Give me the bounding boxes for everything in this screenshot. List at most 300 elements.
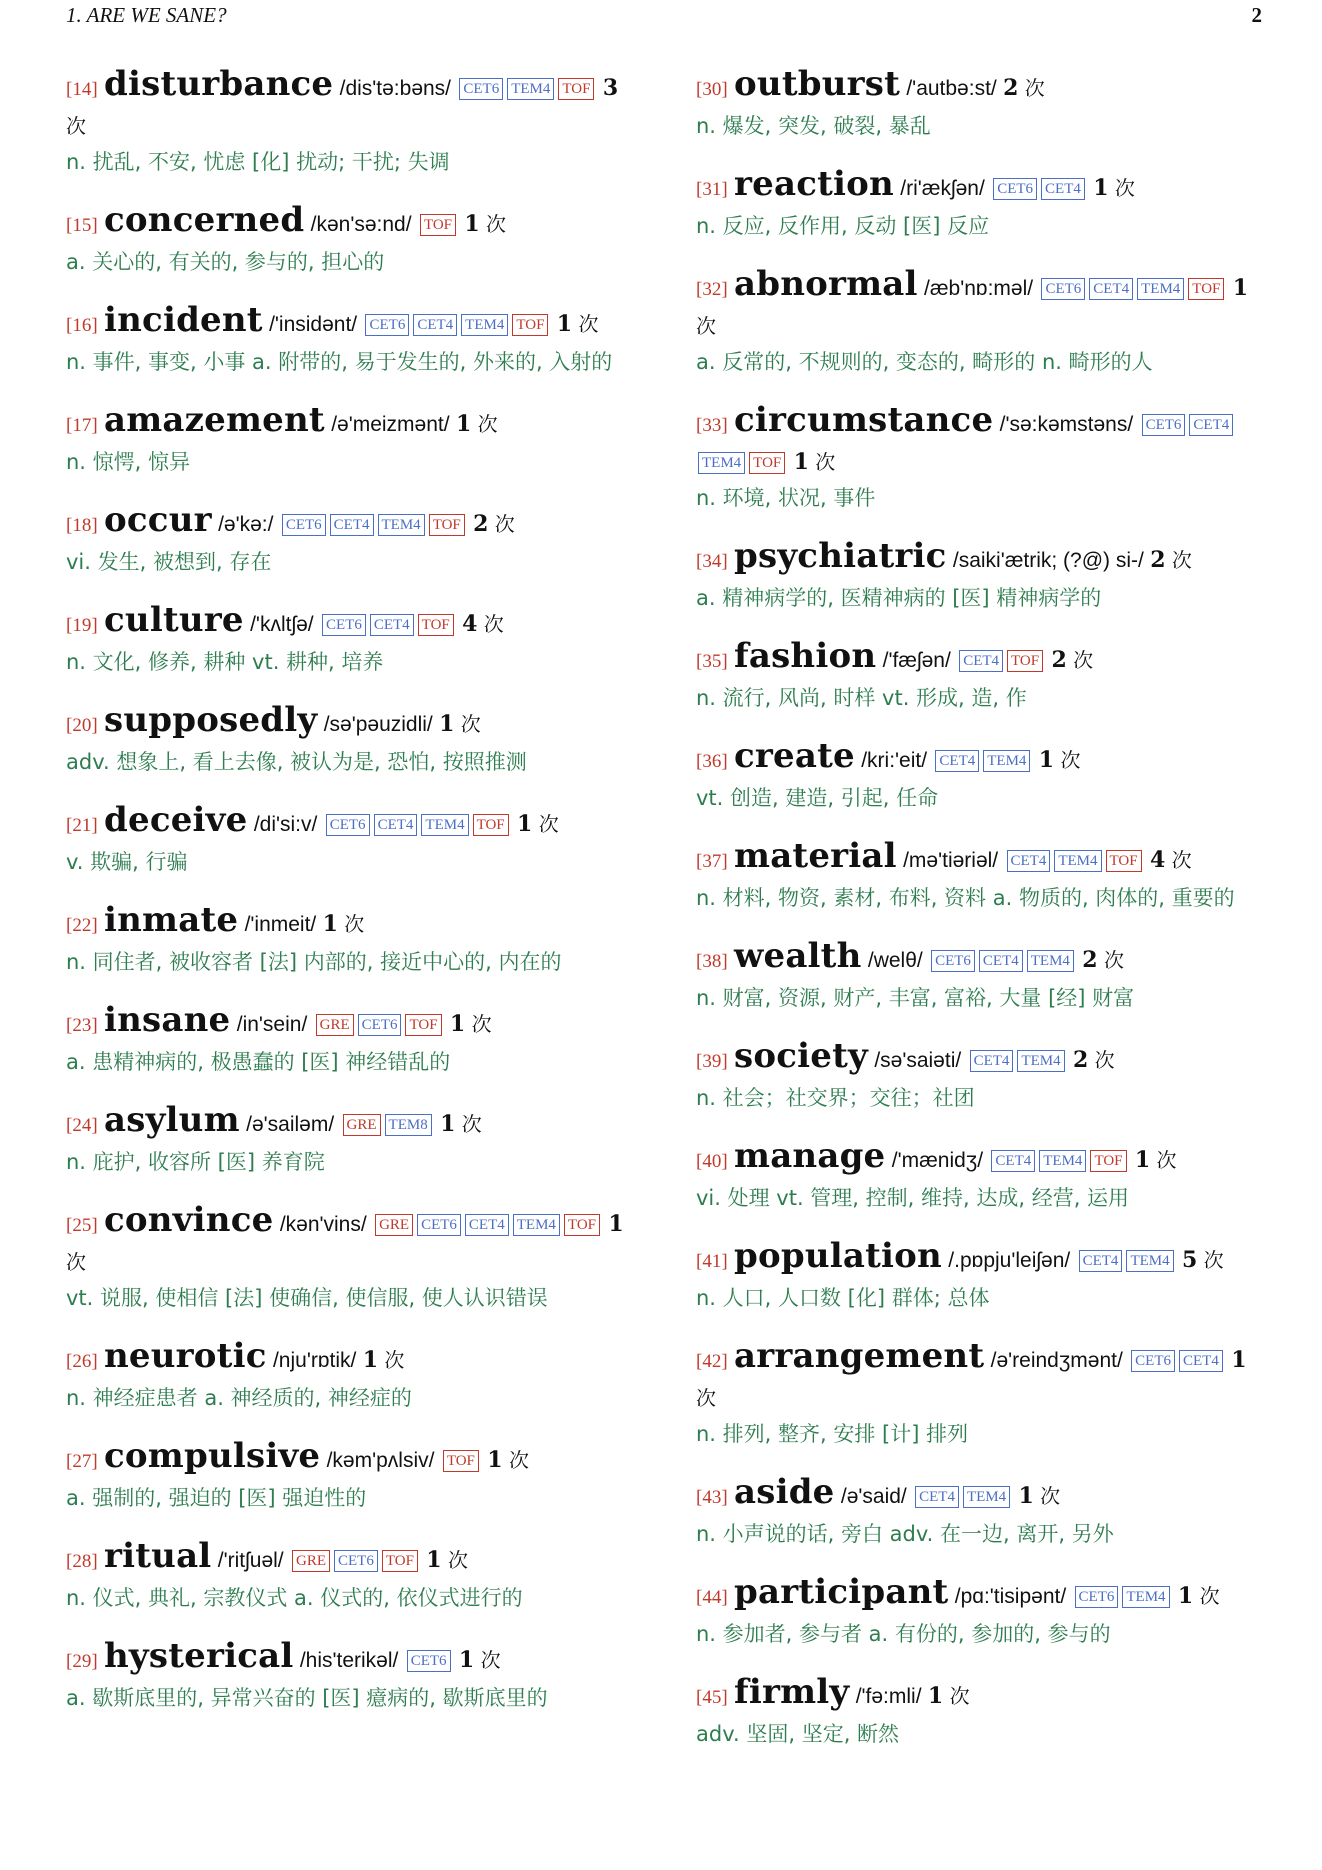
entry-phonetic: /ə'meizmənt/ <box>331 413 450 436</box>
entry-definition: a. 强制的, 强迫的 [医] 强迫性的 <box>66 1486 367 1510</box>
occurrence-count: 1 <box>1232 275 1249 301</box>
occurrence-count: 4 <box>1149 847 1166 873</box>
entry-phonetic: /ə'sailəm/ <box>246 1113 335 1136</box>
vocab-entry <box>66 402 642 480</box>
exam-tag: TEM4 <box>1054 850 1101 872</box>
entry-index: [18] <box>66 515 98 536</box>
exam-tag: CET4 <box>1041 178 1085 200</box>
entry-index: [25] <box>66 1215 98 1236</box>
occurrence-count: 2 <box>1072 1047 1089 1073</box>
occurrence-count: 1 <box>793 449 809 475</box>
entry-phonetic: /'insidənt/ <box>269 313 358 336</box>
exam-tag: GRE <box>316 1014 354 1036</box>
exam-tag: TEM4 <box>1126 1250 1173 1272</box>
entry-definition: n. 仪式, 典礼, 宗教仪式 a. 仪式的, 依仪式进行的 <box>66 1586 523 1610</box>
exam-tag: TEM4 <box>461 314 508 336</box>
times-label: 次 <box>494 512 515 536</box>
occurrence-count: 1 <box>608 1211 624 1237</box>
occurrence-count: 1 <box>1231 1347 1247 1373</box>
occurrence-count: 2 <box>473 511 489 537</box>
exam-tag: CET4 <box>330 514 374 536</box>
vocab-entry <box>696 838 1268 916</box>
entry-index: [34] <box>696 551 728 572</box>
vocab-entry <box>696 1138 1268 1216</box>
entry-index: [38] <box>696 951 728 972</box>
entry-index: [35] <box>696 651 728 672</box>
times-label: 次 <box>66 114 86 138</box>
occurrence-count: 1 <box>1134 1147 1151 1173</box>
entry-headline <box>696 1038 1268 1080</box>
entry-definition: n. 惊愕, 惊异 <box>66 450 191 474</box>
exam-tag: CET6 <box>326 814 370 836</box>
entry-word: inmate <box>104 900 239 940</box>
exam-tag: TOF <box>418 614 454 636</box>
exam-tag: TEM4 <box>1017 1050 1064 1072</box>
entry-index: [28] <box>66 1551 98 1572</box>
entry-phonetic: /saiki'ætrik; (?@) si-/ <box>952 549 1144 572</box>
entry-phonetic: /'kʌltʃə/ <box>250 613 314 636</box>
entry-headline <box>696 738 1268 780</box>
exam-tag: TOF <box>473 814 509 836</box>
entry-word: incident <box>104 300 263 340</box>
entry-phonetic: /ə'kə:/ <box>218 513 274 536</box>
exam-tag: TOF <box>558 78 594 100</box>
entry-headline <box>66 502 642 544</box>
exam-tag: CET4 <box>915 1486 959 1508</box>
entry-headline <box>66 902 642 944</box>
entry-definition: n. 神经症患者 a. 神经质的, 神经症的 <box>66 1386 412 1410</box>
entry-phonetic: /sə'pəuzidli/ <box>323 713 433 736</box>
entry-index: [44] <box>696 1587 728 1608</box>
entry-headline <box>66 602 642 644</box>
exam-tag: CET4 <box>374 814 418 836</box>
times-label: 次 <box>66 1250 86 1274</box>
entry-index: [41] <box>696 1251 728 1272</box>
entry-definition: n. 社会；社交界；交往；社团 <box>696 1086 975 1110</box>
exam-tag: CET4 <box>1189 414 1233 436</box>
exam-tag: TOF <box>405 1014 441 1036</box>
vocab-entry <box>66 1002 642 1080</box>
vocab-entry <box>66 202 642 280</box>
entry-word: concerned <box>104 200 305 240</box>
exam-tag: CET4 <box>959 650 1003 672</box>
entry-index: [21] <box>66 815 98 836</box>
entry-headline <box>66 202 642 244</box>
exam-tag: CET6 <box>365 314 409 336</box>
times-label: 次 <box>696 314 716 338</box>
entry-definition: n. 流行, 风尚, 时样 vt. 形成, 造, 作 <box>696 686 1027 710</box>
entry-headline <box>696 1138 1268 1180</box>
exam-tag: CET4 <box>370 614 414 636</box>
entry-index: [22] <box>66 915 98 936</box>
entry-headline <box>696 838 1268 880</box>
entry-headline <box>66 1102 642 1144</box>
entry-index: [24] <box>66 1115 98 1136</box>
times-label: 次 <box>1040 1484 1061 1508</box>
entry-phonetic: /his'terikəl/ <box>299 1649 399 1672</box>
entry-index: [32] <box>696 279 728 300</box>
exam-tag: CET4 <box>970 1050 1014 1072</box>
times-label: 次 <box>815 450 836 474</box>
occurrence-count: 5 <box>1181 1247 1198 1273</box>
occurrence-count: 1 <box>458 1647 475 1673</box>
entry-definition: n. 事件, 事变, 小事 a. 附带的, 易于发生的, 外来的, 入射的 <box>66 350 613 374</box>
vocab-entry <box>66 602 642 680</box>
exam-tag: GRE <box>292 1550 330 1572</box>
vocab-entry <box>66 1538 642 1616</box>
entry-headline <box>696 1474 1268 1516</box>
entry-headline <box>696 166 1268 208</box>
entry-phonetic: /.pɒpju'leiʃən/ <box>948 1249 1071 1272</box>
exam-tag: CET4 <box>935 750 979 772</box>
entry-definition: a. 精神病学的, 医精神病的 [医] 精神病学的 <box>696 586 1102 610</box>
exam-tag: TOF <box>1106 850 1142 872</box>
page-header <box>66 0 1262 30</box>
entry-headline <box>66 802 642 844</box>
entry-headline <box>66 1202 642 1280</box>
entry-definition: n. 同住者, 被收容者 [法] 内部的, 接近中心的, 内在的 <box>66 950 562 974</box>
exam-tag: TEM4 <box>1027 950 1074 972</box>
entry-headline <box>696 1574 1268 1616</box>
entry-phonetic: /kən'sə:nd/ <box>310 213 412 236</box>
occurrence-count: 3 <box>602 75 619 101</box>
entry-index: [37] <box>696 851 728 872</box>
entry-definition: n. 参加者, 参与者 a. 有份的, 参加的, 参与的 <box>696 1622 1111 1646</box>
times-label: 次 <box>486 212 507 236</box>
entry-word: ritual <box>104 1536 212 1576</box>
exam-tag: TEM4 <box>513 1214 560 1236</box>
entry-index: [14] <box>66 79 98 100</box>
entry-headline <box>696 266 1268 344</box>
vocab-entry <box>66 302 642 380</box>
entry-headline <box>696 938 1268 980</box>
entry-index: [40] <box>696 1151 728 1172</box>
exam-tag: CET6 <box>358 1014 402 1036</box>
exam-tag: CET4 <box>979 950 1023 972</box>
entry-definition: a. 关心的, 有关的, 参与的, 担心的 <box>66 250 385 274</box>
entry-index: [43] <box>696 1487 728 1508</box>
vocab-entry <box>66 1638 642 1716</box>
exam-tag: CET6 <box>993 178 1037 200</box>
occurrence-count: 1 <box>322 911 338 937</box>
vocab-entry <box>66 902 642 980</box>
exam-tag: TEM4 <box>378 514 425 536</box>
entry-phonetic: /pɑ:'tisipənt/ <box>954 1585 1067 1608</box>
entry-phonetic: /'fə:mli/ <box>855 1685 922 1708</box>
entry-index: [26] <box>66 1351 98 1372</box>
occurrence-count: 1 <box>1018 1483 1034 1509</box>
times-label: 次 <box>1060 748 1081 772</box>
entry-word: insane <box>104 1000 231 1040</box>
occurrence-count: 1 <box>927 1683 944 1709</box>
entry-word: culture <box>104 600 244 640</box>
exam-tag: TEM8 <box>385 1114 432 1136</box>
exam-tag: TOF <box>443 1450 479 1472</box>
times-label: 次 <box>696 1386 716 1410</box>
entry-word: manage <box>734 1136 886 1176</box>
entry-phonetic: /kən'vins/ <box>279 1213 367 1236</box>
entry-definition: n. 环境, 状况, 事件 <box>696 486 876 510</box>
times-label: 次 <box>1073 648 1094 672</box>
entry-phonetic: /kri:'eit/ <box>861 749 928 772</box>
entry-word: disturbance <box>104 64 334 104</box>
entry-definition: v. 欺骗, 行骗 <box>66 850 188 874</box>
times-label: 次 <box>1094 1048 1115 1072</box>
entry-phonetic: /di'si:v/ <box>253 813 318 836</box>
entry-headline <box>66 302 642 344</box>
exam-tag: TOF <box>1090 1150 1126 1172</box>
times-label: 次 <box>480 1648 501 1672</box>
vocab-entry <box>696 938 1268 1016</box>
exam-tag: CET6 <box>931 950 975 972</box>
chapter-title: 1. ARE WE SANE? <box>66 2 227 27</box>
entry-definition: a. 反常的, 不规则的, 变态的, 畸形的 n. 畸形的人 <box>696 350 1153 374</box>
times-label: 次 <box>461 1112 482 1136</box>
exam-tag: TOF <box>1007 650 1043 672</box>
occurrence-count: 1 <box>1177 1583 1194 1609</box>
exam-tag: CET4 <box>991 1150 1035 1172</box>
entry-definition: vi. 处理 vt. 管理, 控制, 维持, 达成, 经营, 运用 <box>696 1186 1130 1210</box>
entry-index: [15] <box>66 215 98 236</box>
entry-definition: n. 人口, 人口数 [化] 群体; 总体 <box>696 1286 990 1310</box>
entry-phonetic: /'inmeit/ <box>244 913 317 936</box>
entry-definition: vt. 说服, 使相信 [法] 使确信, 使信服, 使人认识错误 <box>66 1286 548 1310</box>
vocab-entry <box>66 1102 642 1180</box>
entry-word: create <box>734 736 855 776</box>
entry-word: convince <box>104 1200 274 1240</box>
exam-tag: TOF <box>564 1214 600 1236</box>
entry-index: [39] <box>696 1051 728 1072</box>
entry-word: supposedly <box>104 700 318 740</box>
exam-tag: CET6 <box>407 1650 451 1672</box>
vocab-entry <box>696 738 1268 816</box>
entry-index: [23] <box>66 1015 98 1036</box>
entry-definition: vi. 发生, 被想到, 存在 <box>66 550 272 574</box>
entry-definition: n. 反应, 反作用, 反动 [医] 反应 <box>696 214 990 238</box>
entry-definition: n. 文化, 修养, 耕种 vt. 耕种, 培养 <box>66 650 384 674</box>
entry-phonetic: /ə'said/ <box>840 1485 907 1508</box>
entry-index: [31] <box>696 179 728 200</box>
entry-word: wealth <box>734 936 862 976</box>
times-label: 次 <box>1114 176 1135 200</box>
exam-tag: TEM4 <box>1122 1586 1169 1608</box>
entry-word: abnormal <box>734 264 918 304</box>
occurrence-count: 1 <box>556 311 573 337</box>
exam-tag: TEM4 <box>698 452 745 474</box>
vocab-entry <box>696 266 1268 380</box>
entry-definition: vt. 创造, 建造, 引起, 任命 <box>696 786 939 810</box>
entry-word: circumstance <box>734 400 994 440</box>
entry-phonetic: /mə'tiəriəl/ <box>903 849 999 872</box>
entry-word: society <box>734 1036 868 1076</box>
vocab-entry <box>66 66 642 180</box>
occurrence-count: 1 <box>426 1547 442 1573</box>
vocab-entry <box>66 1438 642 1516</box>
entry-definition: n. 小声说的话, 旁白 adv. 在一边, 离开, 另外 <box>696 1522 1114 1546</box>
times-label: 次 <box>949 1684 970 1708</box>
vocab-entry <box>66 702 642 780</box>
times-label: 次 <box>508 1448 529 1472</box>
exam-tag: TOF <box>749 452 785 474</box>
entry-index: [16] <box>66 315 98 336</box>
exam-tag: GRE <box>375 1214 413 1236</box>
entry-word: amazement <box>104 400 325 440</box>
entry-definition: n. 材料, 物资, 素材, 布料, 资料 a. 物质的, 肉体的, 重要的 <box>696 886 1235 910</box>
times-label: 次 <box>1203 1248 1224 1272</box>
entry-phonetic: /'sə:kəmstəns/ <box>999 413 1134 436</box>
entry-phonetic: /dis'tə:bəns/ <box>339 77 452 100</box>
vocab-entry <box>696 1574 1268 1652</box>
entry-phonetic: /ə'reindʒmənt/ <box>990 1349 1123 1372</box>
entry-headline <box>66 1638 642 1680</box>
entry-definition: a. 歇斯底里的, 异常兴奋的 [医] 癔病的, 歇斯底里的 <box>66 1686 548 1710</box>
times-label: 次 <box>447 1548 468 1572</box>
entry-phonetic: /kəm'pʌlsiv/ <box>326 1449 435 1472</box>
entry-headline <box>66 1438 642 1480</box>
vocab-entry <box>696 1674 1268 1752</box>
occurrence-count: 1 <box>439 711 455 737</box>
entry-phonetic: /welθ/ <box>867 949 923 972</box>
occurrence-count: 2 <box>1003 75 1019 101</box>
occurrence-count: 2 <box>1150 547 1166 573</box>
times-label: 次 <box>1156 1148 1177 1172</box>
entry-headline <box>66 402 642 444</box>
entry-word: hysterical <box>104 1636 294 1676</box>
entry-index: [17] <box>66 415 98 436</box>
entry-word: reaction <box>734 164 894 204</box>
exam-tag: CET4 <box>1007 850 1051 872</box>
entry-word: arrangement <box>734 1336 985 1376</box>
entry-phonetic: /'mænidʒ/ <box>891 1149 984 1172</box>
entry-phonetic: /æb'nɒ:məl/ <box>924 277 1034 300</box>
times-label: 次 <box>1103 948 1124 972</box>
occurrence-count: 1 <box>464 211 480 237</box>
entry-headline <box>66 1338 642 1380</box>
occurrence-count: 1 <box>449 1011 466 1037</box>
entry-index: [20] <box>66 715 98 736</box>
exam-tag: CET4 <box>413 314 457 336</box>
vocab-entry <box>66 802 642 880</box>
exam-tag: CET4 <box>1179 1350 1223 1372</box>
entry-word: compulsive <box>104 1436 321 1476</box>
exam-tag: TEM4 <box>507 78 554 100</box>
entry-phonetic: /in'sein/ <box>236 1013 308 1036</box>
exam-tag: TEM4 <box>983 750 1030 772</box>
exam-tag: TOF <box>512 314 548 336</box>
exam-tag: CET4 <box>1079 1250 1123 1272</box>
times-label: 次 <box>538 812 559 836</box>
occurrence-count: 1 <box>362 1347 379 1373</box>
right-column <box>696 66 1268 1774</box>
entry-definition: n. 排列, 整齐, 安排 [计] 排列 <box>696 1422 969 1446</box>
entry-headline <box>696 638 1268 680</box>
exam-tag: CET6 <box>1075 1586 1119 1608</box>
entry-word: asylum <box>104 1100 240 1140</box>
entry-headline <box>696 538 1268 580</box>
exam-tag: CET6 <box>282 514 326 536</box>
times-label: 次 <box>1171 848 1192 872</box>
vocab-entry <box>696 66 1268 144</box>
entry-headline <box>696 66 1268 108</box>
vocab-entry <box>696 638 1268 716</box>
entry-definition: n. 庇护, 收容所 [医] 养育院 <box>66 1150 325 1174</box>
vocab-entry <box>696 1338 1268 1452</box>
entry-definition: adv. 坚固, 坚定, 断然 <box>696 1722 900 1746</box>
vocab-entry <box>66 1202 642 1316</box>
exam-tag: TEM4 <box>1039 1150 1086 1172</box>
entry-word: firmly <box>734 1672 850 1712</box>
entry-headline <box>696 402 1268 480</box>
entry-word: material <box>734 836 897 876</box>
times-label: 次 <box>384 1348 405 1372</box>
exam-tag: CET6 <box>322 614 366 636</box>
entry-word: deceive <box>104 800 248 840</box>
entry-definition: adv. 想象上, 看上去像, 被认为是, 恐怕, 按照推测 <box>66 750 527 774</box>
occurrence-count: 2 <box>1051 647 1067 673</box>
entry-index: [30] <box>696 79 728 100</box>
vocab-entry <box>66 1338 642 1416</box>
entry-headline <box>696 1338 1268 1416</box>
entry-word: aside <box>734 1472 835 1512</box>
entry-word: neurotic <box>104 1336 267 1376</box>
occurrence-count: 1 <box>1093 175 1109 201</box>
entry-phonetic: /nju'rɒtik/ <box>272 1349 357 1372</box>
exam-tag: CET4 <box>1089 278 1133 300</box>
entry-phonetic: /'ritʃuəl/ <box>217 1549 284 1572</box>
entry-headline <box>66 1538 642 1580</box>
entry-definition: n. 爆发, 突发, 破裂, 暴乱 <box>696 114 931 138</box>
entry-definition: a. 患精神病的, 极愚蠢的 [医] 神经错乱的 <box>66 1050 451 1074</box>
occurrence-count: 1 <box>455 411 472 437</box>
times-label: 次 <box>578 312 599 336</box>
exam-tag: CET6 <box>1131 1350 1175 1372</box>
entry-word: participant <box>734 1572 949 1612</box>
times-label: 次 <box>1171 548 1192 572</box>
entry-index: [27] <box>66 1451 98 1472</box>
entry-index: [29] <box>66 1651 98 1672</box>
times-label: 次 <box>471 1012 492 1036</box>
vocab-entry <box>696 538 1268 616</box>
exam-tag: TEM4 <box>963 1486 1010 1508</box>
times-label: 次 <box>477 412 498 436</box>
occurrence-count: 4 <box>462 611 478 637</box>
entry-headline <box>696 1674 1268 1716</box>
exam-tag: TEM4 <box>421 814 468 836</box>
occurrence-count: 1 <box>440 1111 456 1137</box>
exam-tag: TOF <box>1188 278 1224 300</box>
entry-phonetic: /ri'ækʃən/ <box>900 177 985 200</box>
entry-headline <box>696 1238 1268 1280</box>
entry-phonetic: /'autbə:st/ <box>906 77 997 100</box>
entry-headline <box>66 1002 642 1044</box>
exam-tag: CET6 <box>1142 414 1186 436</box>
vocab-entry <box>696 1038 1268 1116</box>
entry-index: [33] <box>696 415 728 436</box>
entry-word: psychiatric <box>734 536 947 576</box>
page-number: 2 <box>1251 2 1262 27</box>
vocab-entry <box>696 1238 1268 1316</box>
exam-tag: GRE <box>343 1114 381 1136</box>
times-label: 次 <box>460 712 481 736</box>
entry-word: population <box>734 1236 942 1276</box>
entry-definition: n. 扰乱, 不安, 忧虑 [化] 扰动; 干扰; 失调 <box>66 150 450 174</box>
left-column <box>66 66 642 1738</box>
vocab-entry <box>66 502 642 580</box>
entry-phonetic: /'fæʃən/ <box>882 649 951 672</box>
entry-phonetic: /sə'saiəti/ <box>874 1049 962 1072</box>
exam-tag: TOF <box>420 214 456 236</box>
exam-tag: CET4 <box>465 1214 509 1236</box>
